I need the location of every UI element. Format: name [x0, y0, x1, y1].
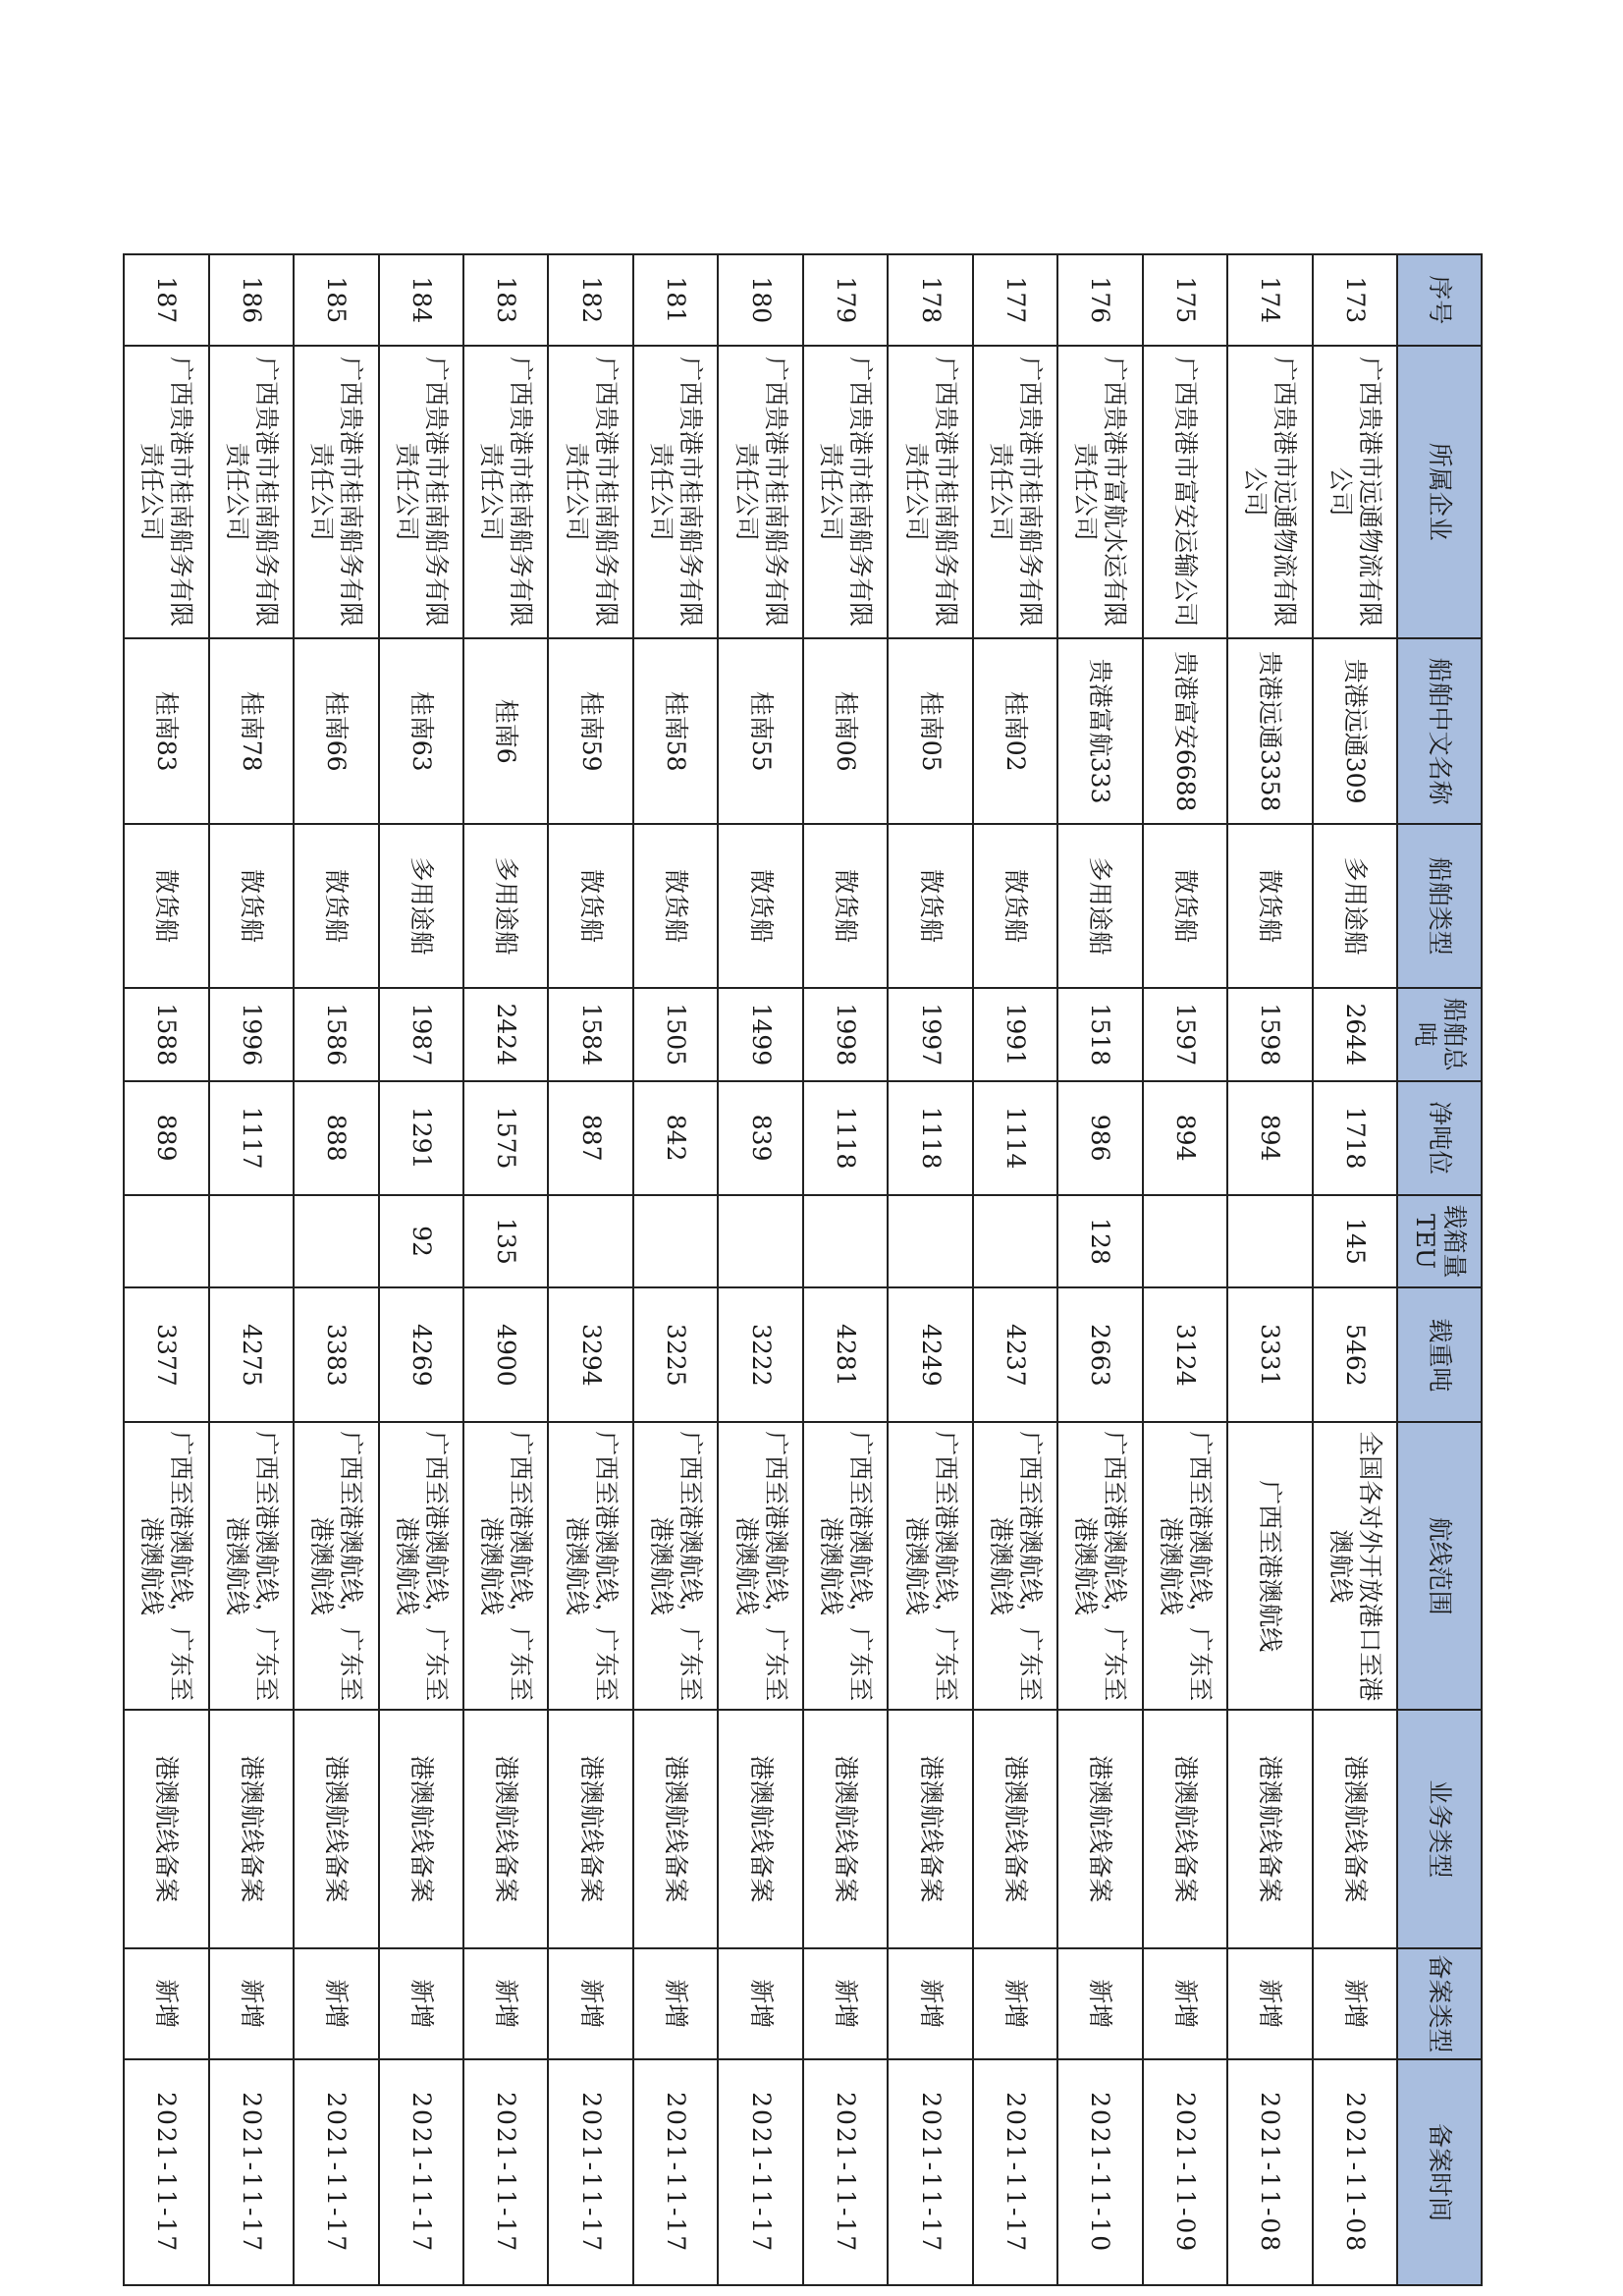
- cell-ship-name: 桂南59: [548, 638, 632, 825]
- cell-gross-tonnage: 1991: [973, 988, 1057, 1081]
- cell-gross-tonnage: 1597: [1143, 988, 1227, 1081]
- table-row: [1227, 254, 1312, 2285]
- cell-teu: [718, 1195, 802, 1288]
- table-row: [633, 254, 718, 2285]
- table-row: [1313, 254, 1397, 2285]
- cell-record-type: 新增: [803, 1948, 888, 2060]
- cell-record-date: 2021-11-17: [718, 2059, 802, 2285]
- cell-record-type: 新增: [973, 1948, 1057, 2060]
- cell-teu: [124, 1195, 209, 1288]
- cell-business: 港澳航线备案: [803, 1710, 888, 1947]
- cell-company: 广西贵港市富安运输公司: [1143, 346, 1227, 638]
- cell-business: 港澳航线备案: [1227, 1710, 1312, 1947]
- cell-route: 广西至港澳航线，广东至港澳航线: [548, 1422, 632, 1710]
- cell-dwt: 3383: [294, 1287, 378, 1422]
- cell-ship-name: 贵港富安6688: [1143, 638, 1227, 825]
- cell-teu: [888, 1195, 972, 1288]
- cell-seq: 181: [633, 254, 718, 346]
- cell-seq: 178: [888, 254, 972, 346]
- cell-seq: 180: [718, 254, 802, 346]
- cell-business: 港澳航线备案: [294, 1710, 378, 1947]
- cell-ship-name: 桂南55: [718, 638, 802, 825]
- header-record-date: 备案时间: [1397, 2059, 1482, 2285]
- cell-record-type: 新增: [1057, 1948, 1142, 2060]
- cell-seq: 177: [973, 254, 1057, 346]
- cell-gross-tonnage: 1499: [718, 988, 802, 1081]
- cell-ship-type: 散货船: [973, 824, 1057, 987]
- cell-net-tonnage: 887: [548, 1081, 632, 1195]
- cell-company: 广西贵港市桂南船务有限责任公司: [124, 346, 209, 638]
- cell-record-date: 2021-11-08: [1227, 2059, 1312, 2285]
- cell-ship-type: 散货船: [803, 824, 888, 987]
- cell-teu: [633, 1195, 718, 1288]
- cell-company: 广西贵港市富航水运有限责任公司: [1057, 346, 1142, 638]
- cell-teu: [294, 1195, 378, 1288]
- cell-dwt: 5462: [1313, 1287, 1397, 1422]
- cell-seq: 179: [803, 254, 888, 346]
- table-row: [294, 254, 378, 2285]
- cell-record-date: 2021-11-09: [1143, 2059, 1227, 2285]
- cell-dwt: 4269: [379, 1287, 463, 1422]
- table-row: [209, 254, 294, 2285]
- cell-dwt: 4900: [463, 1287, 548, 1422]
- cell-dwt: 4275: [209, 1287, 294, 1422]
- cell-dwt: 3225: [633, 1287, 718, 1422]
- cell-business: 港澳航线备案: [888, 1710, 972, 1947]
- cell-record-type: 新增: [1313, 1948, 1397, 2060]
- cell-business: 港澳航线备案: [548, 1710, 632, 1947]
- cell-company: 广西贵港市桂南船务有限责任公司: [379, 346, 463, 638]
- cell-record-type: 新增: [1227, 1948, 1312, 2060]
- cell-dwt: 4249: [888, 1287, 972, 1422]
- cell-company: 广西贵港市桂南船务有限责任公司: [294, 346, 378, 638]
- cell-seq: 185: [294, 254, 378, 346]
- cell-ship-name: 桂南06: [803, 638, 888, 825]
- cell-seq: 183: [463, 254, 548, 346]
- cell-dwt: 3222: [718, 1287, 802, 1422]
- cell-record-type: 新增: [124, 1948, 209, 2060]
- header-company: 所属企业: [1397, 346, 1482, 638]
- cell-seq: 175: [1143, 254, 1227, 346]
- cell-record-type: 新增: [379, 1948, 463, 2060]
- cell-route: 广西至港澳航线，广东至港澳航线: [124, 1422, 209, 1710]
- cell-ship-name: 桂南05: [888, 638, 972, 825]
- table-row: [888, 254, 972, 2285]
- header-gross-tonnage: 船舶总吨: [1397, 988, 1482, 1081]
- cell-business: 港澳航线备案: [379, 1710, 463, 1947]
- table-row: [548, 254, 632, 2285]
- table-row: [463, 254, 548, 2285]
- cell-dwt: 3377: [124, 1287, 209, 1422]
- header-ship-type: 船舶类型: [1397, 824, 1482, 987]
- cell-company: 广西贵港市远通物流有限公司: [1227, 346, 1312, 638]
- cell-record-date: 2021-11-17: [633, 2059, 718, 2285]
- header-record-type: 备案类型: [1397, 1948, 1482, 2060]
- cell-business: 港澳航线备案: [1057, 1710, 1142, 1947]
- cell-ship-type: 散货船: [888, 824, 972, 987]
- cell-record-date: 2021-11-17: [548, 2059, 632, 2285]
- cell-teu: 145: [1313, 1195, 1397, 1288]
- cell-ship-type: 散货船: [1143, 824, 1227, 987]
- cell-seq: 173: [1313, 254, 1397, 346]
- cell-ship-name: 桂南02: [973, 638, 1057, 825]
- cell-record-date: 2021-11-17: [124, 2059, 209, 2285]
- cell-net-tonnage: 1575: [463, 1081, 548, 1195]
- cell-company: 广西贵港市桂南船务有限责任公司: [803, 346, 888, 638]
- ship-filing-table: [123, 253, 1483, 2286]
- cell-route: 全国各对外开放港口至港澳航线: [1313, 1422, 1397, 1710]
- header-business: 业务类型: [1397, 1710, 1482, 1947]
- cell-ship-name: 桂南58: [633, 638, 718, 825]
- cell-ship-name: 贵港远通3358: [1227, 638, 1312, 825]
- cell-net-tonnage: 889: [124, 1081, 209, 1195]
- cell-net-tonnage: 894: [1227, 1081, 1312, 1195]
- cell-business: 港澳航线备案: [973, 1710, 1057, 1947]
- cell-gross-tonnage: 1598: [1227, 988, 1312, 1081]
- cell-dwt: 4237: [973, 1287, 1057, 1422]
- cell-ship-type: 散货船: [294, 824, 378, 987]
- cell-ship-type: 散货船: [718, 824, 802, 987]
- cell-record-date: 2021-11-10: [1057, 2059, 1142, 2285]
- cell-gross-tonnage: 1996: [209, 988, 294, 1081]
- cell-ship-type: 散货船: [209, 824, 294, 987]
- cell-net-tonnage: 1114: [973, 1081, 1057, 1195]
- table-row: [973, 254, 1057, 2285]
- cell-ship-type: 散货船: [548, 824, 632, 987]
- cell-record-type: 新增: [209, 1948, 294, 2060]
- cell-business: 港澳航线备案: [633, 1710, 718, 1947]
- cell-ship-name: 桂南6: [463, 638, 548, 825]
- cell-net-tonnage: 1118: [803, 1081, 888, 1195]
- cell-gross-tonnage: 1584: [548, 988, 632, 1081]
- cell-gross-tonnage: 1518: [1057, 988, 1142, 1081]
- header-teu: 载箱量TEU: [1397, 1195, 1482, 1288]
- cell-net-tonnage: 894: [1143, 1081, 1227, 1195]
- table-row: [1143, 254, 1227, 2285]
- cell-seq: 174: [1227, 254, 1312, 346]
- cell-route: 广西至港澳航线，广东至港澳航线: [294, 1422, 378, 1710]
- cell-dwt: 3294: [548, 1287, 632, 1422]
- cell-route: 广西至港澳航线，广东至港澳航线: [463, 1422, 548, 1710]
- cell-teu: [1143, 1195, 1227, 1288]
- header-route: 航线范围: [1397, 1422, 1482, 1710]
- cell-ship-type: 多用途船: [463, 824, 548, 987]
- cell-net-tonnage: 1291: [379, 1081, 463, 1195]
- cell-teu: [209, 1195, 294, 1288]
- header-ship-name: 船舶中文名称: [1397, 638, 1482, 825]
- cell-gross-tonnage: 1588: [124, 988, 209, 1081]
- cell-seq: 182: [548, 254, 632, 346]
- cell-business: 港澳航线备案: [1143, 1710, 1227, 1947]
- cell-teu: 92: [379, 1195, 463, 1288]
- cell-ship-type: 多用途船: [379, 824, 463, 987]
- cell-net-tonnage: 888: [294, 1081, 378, 1195]
- cell-route: 广西至港澳航线，广东至港澳航线: [379, 1422, 463, 1710]
- cell-record-type: 新增: [294, 1948, 378, 2060]
- cell-teu: [803, 1195, 888, 1288]
- table-row: [1057, 254, 1142, 2285]
- cell-teu: 135: [463, 1195, 548, 1288]
- cell-company: 广西贵港市桂南船务有限责任公司: [718, 346, 802, 638]
- cell-gross-tonnage: 2644: [1313, 988, 1397, 1081]
- cell-net-tonnage: 839: [718, 1081, 802, 1195]
- cell-route: 广西至港澳航线，广东至港澳航线: [973, 1422, 1057, 1710]
- cell-route: 广西至港澳航线: [1227, 1422, 1312, 1710]
- cell-ship-type: 多用途船: [1057, 824, 1142, 987]
- cell-record-date: 2021-11-17: [209, 2059, 294, 2285]
- cell-record-type: 新增: [888, 1948, 972, 2060]
- cell-route: 广西至港澳航线，广东至港澳航线: [803, 1422, 888, 1710]
- cell-route: 广西至港澳航线，广东至港澳航线: [633, 1422, 718, 1710]
- cell-seq: 187: [124, 254, 209, 346]
- cell-company: 广西贵港市桂南船务有限责任公司: [888, 346, 972, 638]
- cell-ship-name: 桂南78: [209, 638, 294, 825]
- cell-route: 广西至港澳航线，广东至港澳航线: [209, 1422, 294, 1710]
- cell-company: 广西贵港市桂南船务有限责任公司: [463, 346, 548, 638]
- filing-table-sheet: [123, 253, 1483, 2286]
- cell-seq: 176: [1057, 254, 1142, 346]
- cell-record-date: 2021-11-17: [379, 2059, 463, 2285]
- table-row: [379, 254, 463, 2285]
- cell-company: 广西贵港市桂南船务有限责任公司: [973, 346, 1057, 638]
- cell-teu: [973, 1195, 1057, 1288]
- cell-company: 广西贵港市桂南船务有限责任公司: [548, 346, 632, 638]
- cell-route: 广西至港澳航线，广东至港澳航线: [718, 1422, 802, 1710]
- cell-ship-name: 桂南66: [294, 638, 378, 825]
- cell-record-type: 新增: [1143, 1948, 1227, 2060]
- cell-route: 广西至港澳航线，广东至港澳航线: [888, 1422, 972, 1710]
- cell-company: 广西贵港市桂南船务有限责任公司: [633, 346, 718, 638]
- table-row: [803, 254, 888, 2285]
- cell-ship-name: 贵港远通309: [1313, 638, 1397, 825]
- cell-record-date: 2021-11-17: [803, 2059, 888, 2285]
- cell-gross-tonnage: 1586: [294, 988, 378, 1081]
- cell-dwt: 2663: [1057, 1287, 1142, 1422]
- table-header-row: [1397, 254, 1482, 2285]
- cell-record-date: 2021-11-17: [294, 2059, 378, 2285]
- cell-route: 广西至港澳航线，广东至港澳航线: [1143, 1422, 1227, 1710]
- cell-dwt: 4281: [803, 1287, 888, 1422]
- cell-ship-type: 散货船: [1227, 824, 1312, 987]
- header-dwt: 载重吨: [1397, 1287, 1482, 1422]
- cell-ship-type: 散货船: [124, 824, 209, 987]
- cell-ship-type: 散货船: [633, 824, 718, 987]
- cell-record-type: 新增: [548, 1948, 632, 2060]
- cell-gross-tonnage: 1987: [379, 988, 463, 1081]
- cell-dwt: 3331: [1227, 1287, 1312, 1422]
- cell-teu: 128: [1057, 1195, 1142, 1288]
- table-row: [718, 254, 802, 2285]
- cell-ship-name: 桂南83: [124, 638, 209, 825]
- cell-gross-tonnage: 1997: [888, 988, 972, 1081]
- cell-record-date: 2021-11-08: [1313, 2059, 1397, 2285]
- cell-record-type: 新增: [718, 1948, 802, 2060]
- cell-record-date: 2021-11-17: [973, 2059, 1057, 2285]
- cell-business: 港澳航线备案: [124, 1710, 209, 1947]
- cell-gross-tonnage: 1505: [633, 988, 718, 1081]
- cell-net-tonnage: 1118: [888, 1081, 972, 1195]
- header-seq: 序号: [1397, 254, 1482, 346]
- cell-record-type: 新增: [463, 1948, 548, 2060]
- cell-record-date: 2021-11-17: [888, 2059, 972, 2285]
- header-net-tonnage: 净吨位: [1397, 1081, 1482, 1195]
- cell-business: 港澳航线备案: [718, 1710, 802, 1947]
- cell-ship-name: 贵港富航333: [1057, 638, 1142, 825]
- cell-teu: [548, 1195, 632, 1288]
- cell-net-tonnage: 1718: [1313, 1081, 1397, 1195]
- cell-business: 港澳航线备案: [209, 1710, 294, 1947]
- cell-record-type: 新增: [633, 1948, 718, 2060]
- cell-teu: [1227, 1195, 1312, 1288]
- cell-route: 广西至港澳航线，广东至港澳航线: [1057, 1422, 1142, 1710]
- cell-net-tonnage: 842: [633, 1081, 718, 1195]
- cell-net-tonnage: 986: [1057, 1081, 1142, 1195]
- cell-ship-name: 桂南63: [379, 638, 463, 825]
- cell-record-date: 2021-11-17: [463, 2059, 548, 2285]
- cell-dwt: 3124: [1143, 1287, 1227, 1422]
- cell-net-tonnage: 1117: [209, 1081, 294, 1195]
- cell-seq: 184: [379, 254, 463, 346]
- cell-seq: 186: [209, 254, 294, 346]
- cell-gross-tonnage: 1998: [803, 988, 888, 1081]
- table-row: [124, 254, 209, 2285]
- cell-business: 港澳航线备案: [1313, 1710, 1397, 1947]
- cell-gross-tonnage: 2424: [463, 988, 548, 1081]
- cell-business: 港澳航线备案: [463, 1710, 548, 1947]
- cell-company: 广西贵港市桂南船务有限责任公司: [209, 346, 294, 638]
- cell-company: 广西贵港市远通物流有限公司: [1313, 346, 1397, 638]
- cell-ship-type: 多用途船: [1313, 824, 1397, 987]
